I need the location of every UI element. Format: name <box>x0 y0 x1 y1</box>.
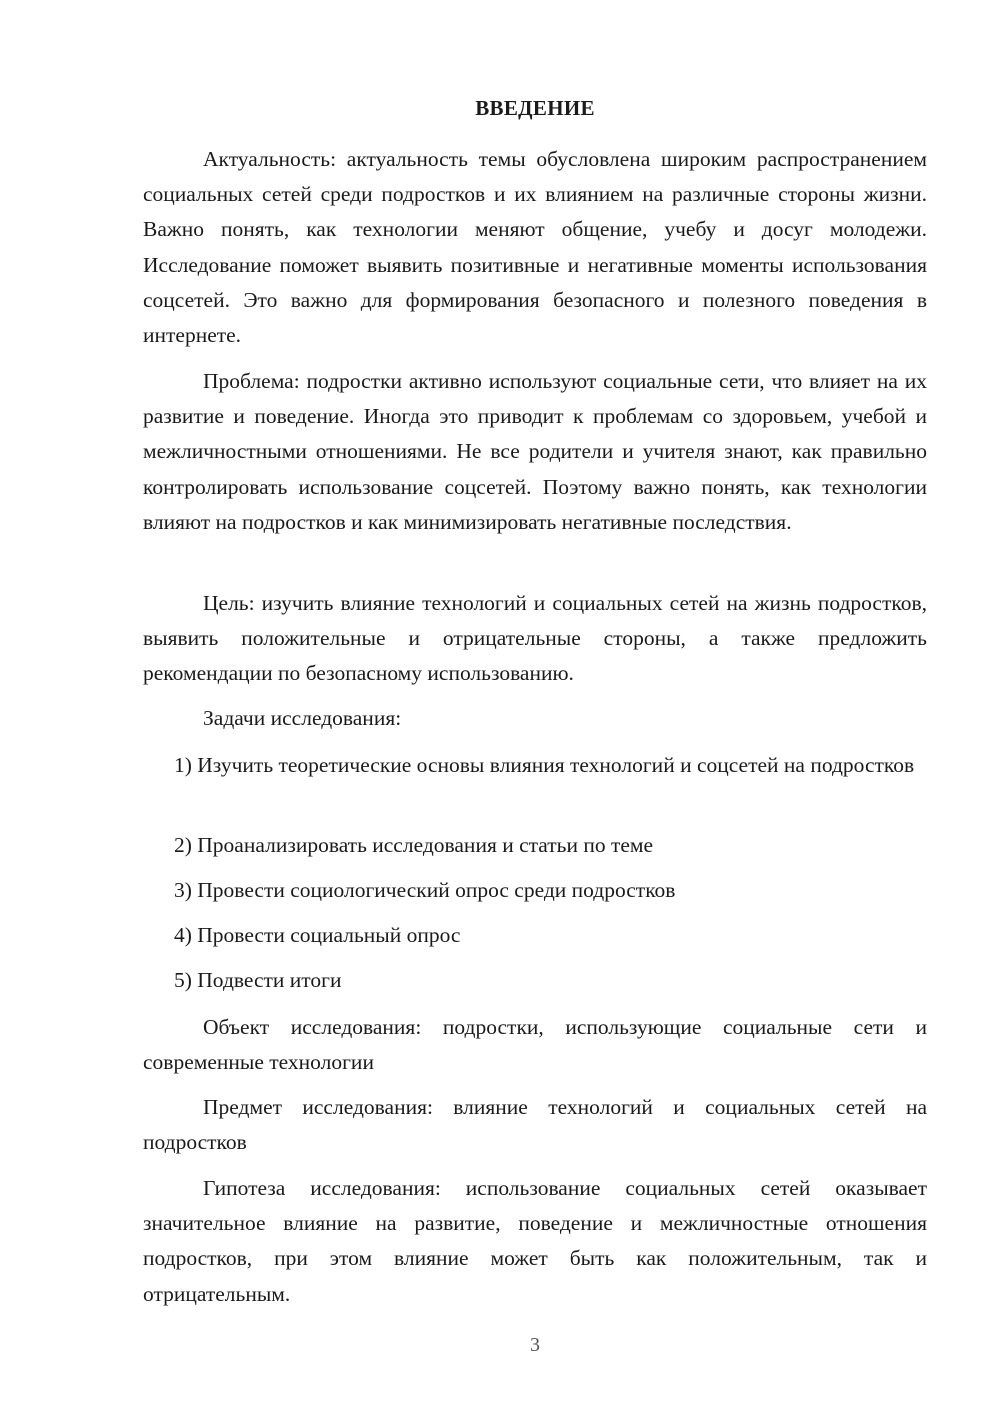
relevance-paragraph: Актуальность: актуальность темы обусловлена широким распространением социальных сетей среди подростков и их влиянием на различные стороны жизни. Важно понять, как технологии меняют общение, учебу и досуг молодежи. Исследование поможет выявить позитивные и негативные моменты использования соцсетей. Это важно для формирования безопасного и полезного поведения в интернете. <box>143 147 927 348</box>
problem-paragraph: Проблема: подростки активно используют социальные сети, что влияет на их развитие и поведение. Иногда это приводит к проблемам со здоровьем, учебой и межличностными отношениями. Не все родители и учителя знают, как правильно контролировать использование соцсетей. Поэтому важно понять, как технологии влияют на подростков и как минимизировать негативные последствия. <box>143 369 927 534</box>
goal-paragraph: Цель: изучить влияние технологий и социальных сетей на жизнь подростков, выявить положительные и отрицательные стороны, а также предложить рекомендации по безопасному использованию. <box>143 591 927 686</box>
tasks-heading: Задачи исследования: <box>203 706 402 730</box>
task-item: 1) Изучить теоретические основы влияния технологий и соцсетей на подростков <box>174 753 915 777</box>
page-number: 3 <box>530 1334 540 1356</box>
hypothesis-paragraph: Гипотеза исследования: использование социальных сетей оказывает значительное влияние на развитие, поведение и межличностные отношения подростков, при этом влияние может быть как положительным, так и отрицательным. <box>143 1176 927 1306</box>
object-paragraph: Объект исследования: подростки, использующие социальные сети и современные технологии <box>143 1015 927 1075</box>
task-item: 4) Провести социальный опрос <box>174 923 461 947</box>
task-item: 3) Провести социологический опрос среди подростков <box>174 878 676 902</box>
document-page <box>143 0 927 1414</box>
subject-paragraph: Предмет исследования: влияние технологий и социальных сетей на подростков <box>143 1095 927 1155</box>
task-item: 5) Подвести итоги <box>174 968 342 992</box>
task-item: 2) Проанализировать исследования и статьи по теме <box>174 833 654 857</box>
section-title: ВВЕДЕНИЕ <box>475 96 595 120</box>
